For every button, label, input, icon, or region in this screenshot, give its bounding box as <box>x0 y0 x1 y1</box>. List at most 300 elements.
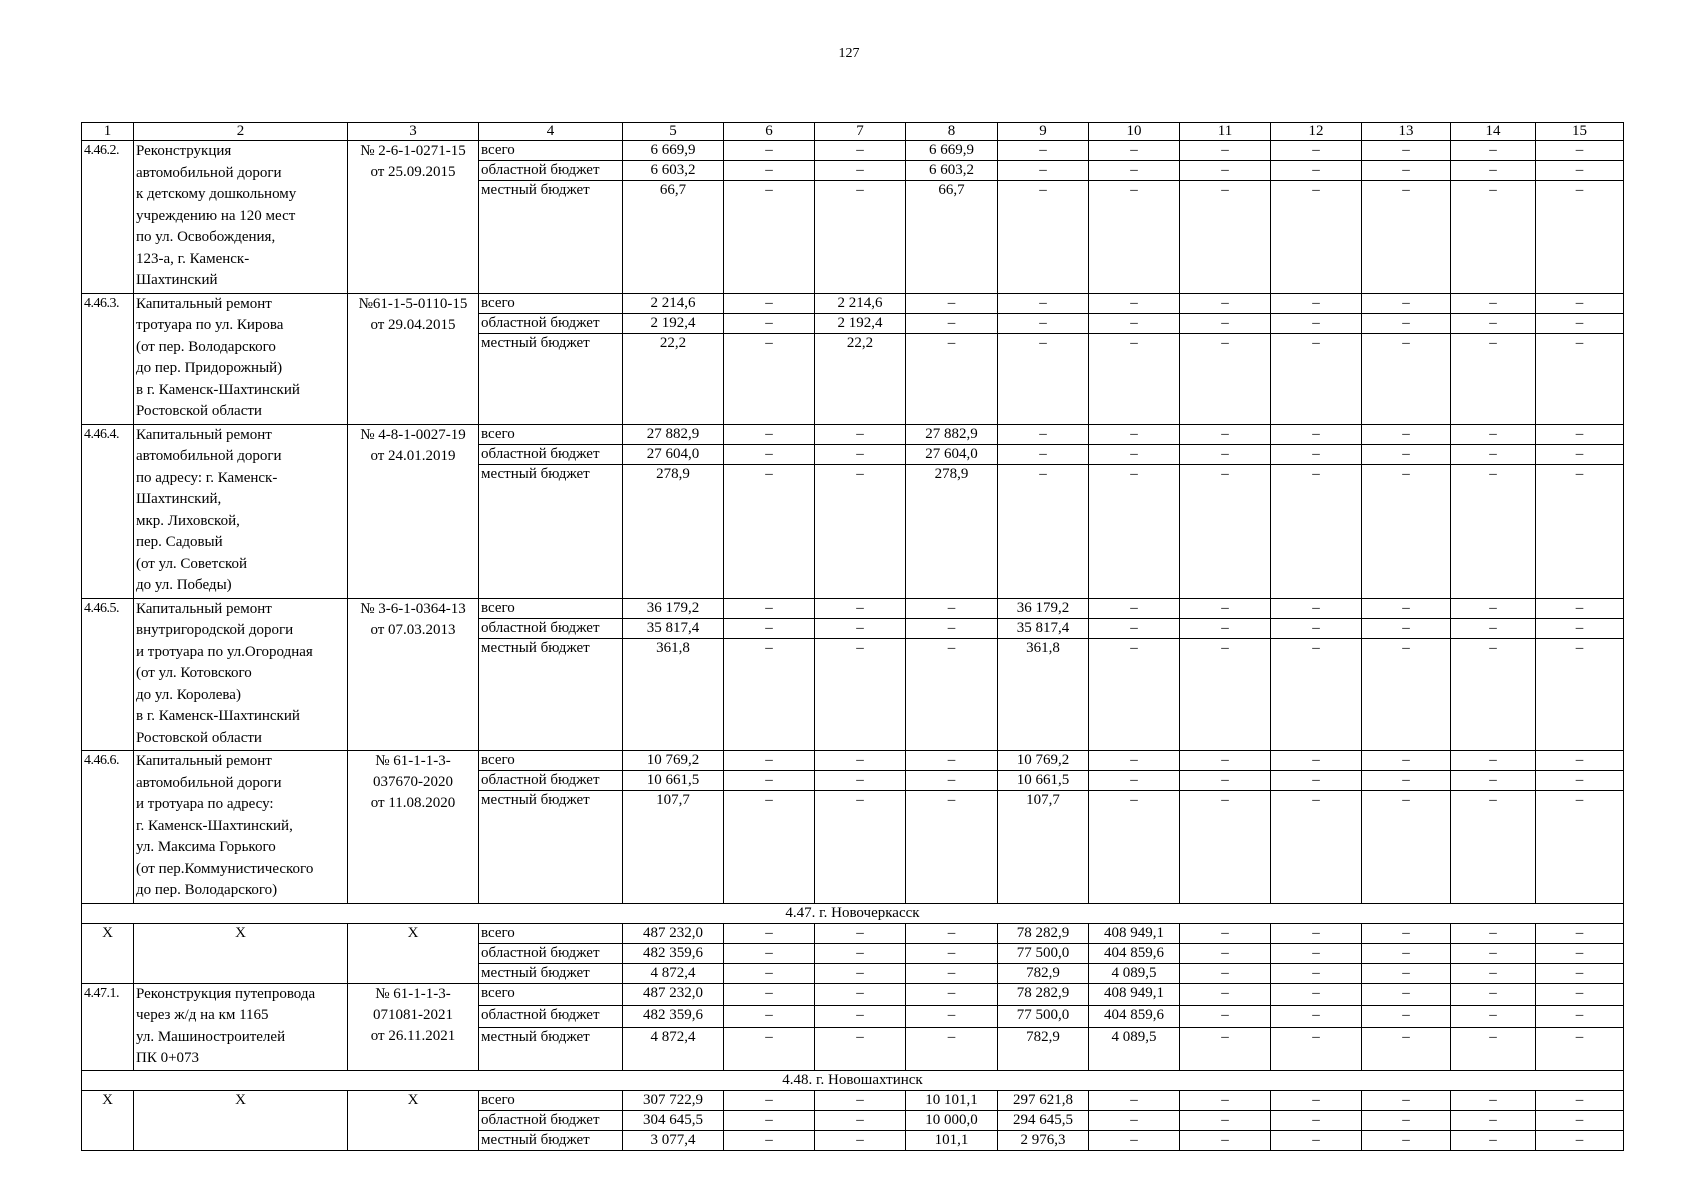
cell-line: (от ул. Советской <box>136 555 248 572</box>
funding-source: областной бюджет <box>479 1005 623 1027</box>
amount-cell: 10 101,1 <box>906 1090 998 1110</box>
amount-cell: 78 282,9 <box>998 983 1089 1005</box>
amount-cell: – <box>1451 751 1536 771</box>
section-total-row <box>82 1090 1624 1110</box>
cell-line: 071081-2021 <box>373 1006 453 1023</box>
amount-cell: 36 179,2 <box>998 598 1089 618</box>
amount-cell: – <box>906 963 998 983</box>
amount-cell: – <box>1536 791 1624 904</box>
amount-cell: – <box>815 598 906 618</box>
table-row <box>82 751 1624 771</box>
amount-cell: 35 817,4 <box>998 618 1089 638</box>
amount-cell: – <box>1271 618 1362 638</box>
amount-cell: 101,1 <box>906 1130 998 1150</box>
cell-line: № 61-1-1-3- <box>375 753 451 769</box>
amount-cell: – <box>724 1090 815 1110</box>
amount-cell: – <box>998 444 1089 464</box>
item-name <box>134 983 348 1070</box>
amount-cell: – <box>815 161 906 181</box>
amount-cell: – <box>1536 983 1624 1005</box>
amount-cell: – <box>1362 983 1451 1005</box>
amount-cell: – <box>1451 983 1536 1005</box>
amount-cell: – <box>1271 963 1362 983</box>
column-header: 9 <box>998 123 1089 141</box>
item-name <box>134 598 348 751</box>
amount-cell: – <box>815 923 906 943</box>
section-title: 4.47. г. Новочеркасск <box>82 903 1624 923</box>
cell-line: № 2-6-1-0271-15 <box>360 143 466 159</box>
cell-line: Капитальный ремонт <box>136 426 272 443</box>
cell-line: Реконструкция <box>136 143 232 159</box>
column-header: 15 <box>1536 123 1624 141</box>
amount-cell: – <box>1451 1130 1536 1150</box>
amount-cell: – <box>1362 141 1451 161</box>
amount-cell: – <box>1451 1090 1536 1110</box>
amount-cell: – <box>1536 444 1624 464</box>
amount-cell: – <box>1271 1110 1362 1130</box>
amount-cell: – <box>724 638 815 751</box>
amount-cell: – <box>906 638 998 751</box>
amount-cell: – <box>724 313 815 333</box>
amount-cell: – <box>1180 141 1271 161</box>
amount-cell: – <box>1271 943 1362 963</box>
table-row <box>82 598 1624 618</box>
cell-line: тротуара по ул. Кирова <box>136 317 284 333</box>
table-row <box>82 983 1624 1005</box>
amount-cell: – <box>1536 1110 1624 1130</box>
amount-cell: 66,7 <box>906 181 998 294</box>
amount-cell: – <box>724 293 815 313</box>
item-document <box>348 293 479 424</box>
amount-cell: – <box>724 983 815 1005</box>
amount-cell: 10 000,0 <box>906 1110 998 1130</box>
amount-cell: – <box>815 1110 906 1130</box>
amount-cell: – <box>1271 181 1362 294</box>
amount-cell: – <box>1271 1130 1362 1150</box>
column-number-row <box>82 123 1624 141</box>
amount-cell: 6 603,2 <box>906 161 998 181</box>
amount-cell: 278,9 <box>623 464 724 598</box>
cell-line: автомобильной дороги <box>136 448 282 464</box>
amount-cell: – <box>724 161 815 181</box>
cell-line: 123-а, г. Каменск- <box>136 250 250 267</box>
section-title: 4.48. г. Новошахтинск <box>82 1070 1624 1090</box>
amount-cell: – <box>1271 751 1362 771</box>
amount-cell: – <box>1362 963 1451 983</box>
amount-cell: – <box>1180 444 1271 464</box>
column-header: 3 <box>348 123 479 141</box>
section-row <box>82 1070 1624 1090</box>
x-mark: Х <box>134 923 348 983</box>
cell-line: Ростовской области <box>136 729 262 746</box>
cell-line: до пер. Придорожный) <box>136 360 283 376</box>
amount-cell: – <box>1362 618 1451 638</box>
amount-cell: – <box>1180 983 1271 1005</box>
amount-cell: 487 232,0 <box>623 923 724 943</box>
amount-cell: 404 859,6 <box>1089 943 1180 963</box>
cell-line: Капитальный ремонт <box>136 600 272 617</box>
amount-cell: – <box>1362 923 1451 943</box>
cell-line: автомобильной дороги <box>136 164 282 181</box>
amount-cell: 6 669,9 <box>623 141 724 161</box>
amount-cell: – <box>1451 141 1536 161</box>
amount-cell: – <box>1536 923 1624 943</box>
amount-cell: – <box>1180 424 1271 444</box>
amount-cell: – <box>1180 333 1271 424</box>
amount-cell: 782,9 <box>998 963 1089 983</box>
amount-cell: – <box>1536 141 1624 161</box>
amount-cell: – <box>1536 464 1624 598</box>
amount-cell: – <box>1089 424 1180 444</box>
amount-cell: – <box>1180 943 1271 963</box>
amount-cell: – <box>1451 598 1536 618</box>
column-header: 10 <box>1089 123 1180 141</box>
amount-cell: – <box>1362 598 1451 618</box>
amount-cell: 27 882,9 <box>906 424 998 444</box>
amount-cell: 6 603,2 <box>623 161 724 181</box>
amount-cell: – <box>1180 638 1271 751</box>
amount-cell: 10 661,5 <box>998 771 1089 791</box>
amount-cell: – <box>1271 464 1362 598</box>
item-name <box>134 751 348 904</box>
amount-cell: – <box>1536 293 1624 313</box>
amount-cell: – <box>724 963 815 983</box>
cell-line: ул. Машиностроителей <box>136 1028 286 1045</box>
amount-cell: – <box>1536 751 1624 771</box>
amount-cell: – <box>906 1005 998 1027</box>
amount-cell: – <box>724 598 815 618</box>
budget-table <box>81 122 1624 1151</box>
x-mark: Х <box>82 1090 134 1150</box>
amount-cell: – <box>1451 1028 1536 1070</box>
amount-cell: – <box>1451 638 1536 751</box>
funding-source: областной бюджет <box>479 161 623 181</box>
amount-cell: – <box>1271 771 1362 791</box>
amount-cell: – <box>1451 161 1536 181</box>
cell-line: от 25.09.2015 <box>370 164 456 180</box>
amount-cell: – <box>1451 333 1536 424</box>
column-header: 2 <box>134 123 348 141</box>
item-code: 4.46.5. <box>82 598 134 751</box>
amount-cell: 78 282,9 <box>998 923 1089 943</box>
amount-cell: 27 604,0 <box>623 444 724 464</box>
amount-cell: – <box>998 293 1089 313</box>
amount-cell: 4 872,4 <box>623 963 724 983</box>
cell-line: учреждению на 120 мест <box>136 207 296 224</box>
item-document <box>348 424 479 598</box>
cell-line: № 61-1-1-3- <box>375 985 451 1002</box>
column-header: 5 <box>623 123 724 141</box>
amount-cell: 107,7 <box>623 791 724 904</box>
amount-cell: – <box>1180 1090 1271 1110</box>
amount-cell: – <box>724 791 815 904</box>
amount-cell: – <box>906 618 998 638</box>
amount-cell: – <box>906 313 998 333</box>
amount-cell: – <box>1089 791 1180 904</box>
amount-cell: – <box>1180 1110 1271 1130</box>
cell-line: Шахтинский, <box>136 491 222 507</box>
amount-cell: – <box>815 638 906 751</box>
amount-cell: – <box>724 464 815 598</box>
amount-cell: 361,8 <box>998 638 1089 751</box>
funding-source: местный бюджет <box>479 638 623 751</box>
cell-line: по ул. Освобождения, <box>136 229 276 245</box>
amount-cell: 361,8 <box>623 638 724 751</box>
x-mark: Х <box>348 1090 479 1150</box>
amount-cell: – <box>1362 638 1451 751</box>
item-document <box>348 751 479 904</box>
amount-cell: 408 949,1 <box>1089 983 1180 1005</box>
amount-cell: – <box>724 1130 815 1150</box>
amount-cell: – <box>1536 181 1624 294</box>
amount-cell: – <box>1362 161 1451 181</box>
column-header: 6 <box>724 123 815 141</box>
funding-source: местный бюджет <box>479 333 623 424</box>
funding-source: местный бюджет <box>479 1028 623 1070</box>
amount-cell: – <box>815 1090 906 1110</box>
amount-cell: – <box>724 923 815 943</box>
amount-cell: – <box>998 161 1089 181</box>
item-code: 4.46.3. <box>82 293 134 424</box>
cell-line: Ростовской области <box>136 403 262 419</box>
amount-cell: – <box>1271 638 1362 751</box>
x-mark: Х <box>134 1090 348 1150</box>
amount-cell: – <box>1451 618 1536 638</box>
amount-cell: 294 645,5 <box>998 1110 1089 1130</box>
amount-cell: 10 769,2 <box>998 751 1089 771</box>
funding-source: всего <box>479 983 623 1005</box>
amount-cell: – <box>1271 333 1362 424</box>
item-name <box>134 424 348 598</box>
table-row <box>82 293 1624 313</box>
amount-cell: – <box>1536 598 1624 618</box>
amount-cell: – <box>724 771 815 791</box>
amount-cell: – <box>1451 923 1536 943</box>
cell-line: ПК 0+073 <box>136 1050 200 1066</box>
amount-cell: – <box>1180 618 1271 638</box>
amount-cell: 27 604,0 <box>906 444 998 464</box>
item-document <box>348 598 479 751</box>
amount-cell: 66,7 <box>623 181 724 294</box>
amount-cell: – <box>1362 1028 1451 1070</box>
amount-cell: 22,2 <box>623 333 724 424</box>
amount-cell: – <box>1271 161 1362 181</box>
amount-cell: – <box>1451 313 1536 333</box>
cell-line: и тротуара по ул.Огородная <box>136 643 313 660</box>
amount-cell: – <box>1451 424 1536 444</box>
amount-cell: – <box>1180 313 1271 333</box>
funding-source: областной бюджет <box>479 1110 623 1130</box>
cell-line: через ж/д на км 1165 <box>136 1007 269 1023</box>
amount-cell: – <box>906 983 998 1005</box>
amount-cell: 4 089,5 <box>1089 963 1180 983</box>
cell-line: до ул. Победы) <box>136 577 232 593</box>
cell-line: пер. Садовый <box>136 534 223 550</box>
amount-cell: 6 669,9 <box>906 141 998 161</box>
amount-cell: – <box>724 424 815 444</box>
amount-cell: – <box>1180 1130 1271 1150</box>
funding-source: областной бюджет <box>479 943 623 963</box>
amount-cell: – <box>815 444 906 464</box>
amount-cell: – <box>1271 141 1362 161</box>
amount-cell: – <box>815 1028 906 1070</box>
cell-line: от 24.01.2019 <box>370 447 456 464</box>
amount-cell: – <box>1451 791 1536 904</box>
amount-cell: – <box>1271 598 1362 618</box>
amount-cell: – <box>1362 181 1451 294</box>
funding-source: всего <box>479 141 623 161</box>
column-header: 8 <box>906 123 998 141</box>
funding-source: местный бюджет <box>479 1130 623 1150</box>
amount-cell: – <box>906 791 998 904</box>
amount-cell: – <box>1536 424 1624 444</box>
amount-cell: – <box>724 618 815 638</box>
amount-cell: – <box>1271 1028 1362 1070</box>
cell-line: №61-1-5-0110-15 <box>358 295 468 312</box>
cell-line: (от ул. Котовского <box>136 665 252 681</box>
amount-cell: 482 359,6 <box>623 943 724 963</box>
amount-cell: – <box>1451 963 1536 983</box>
amount-cell: – <box>815 771 906 791</box>
amount-cell: – <box>906 333 998 424</box>
funding-source: областной бюджет <box>479 771 623 791</box>
amount-cell: – <box>906 598 998 618</box>
x-mark: Х <box>82 923 134 983</box>
amount-cell: – <box>1451 293 1536 313</box>
amount-cell: 2 192,4 <box>815 313 906 333</box>
amount-cell: 4 872,4 <box>623 1028 724 1070</box>
funding-source: всего <box>479 293 623 313</box>
amount-cell: – <box>1180 751 1271 771</box>
column-header: 13 <box>1362 123 1451 141</box>
cell-line: Шахтинский <box>136 272 218 288</box>
amount-cell: – <box>1271 444 1362 464</box>
amount-cell: – <box>1451 771 1536 791</box>
amount-cell: 36 179,2 <box>623 598 724 618</box>
amount-cell: – <box>724 751 815 771</box>
amount-cell: 4 089,5 <box>1089 1028 1180 1070</box>
cell-line: в г. Каменск-Шахтинский <box>136 708 300 724</box>
amount-cell: – <box>1089 293 1180 313</box>
cell-line: Капитальный ремонт <box>136 295 272 312</box>
funding-source: всего <box>479 751 623 771</box>
amount-cell: – <box>815 464 906 598</box>
cell-line: автомобильной дороги <box>136 774 282 791</box>
amount-cell: – <box>1362 1090 1451 1110</box>
item-name <box>134 141 348 294</box>
cell-line: № 4-8-1-0027-19 <box>360 426 466 443</box>
amount-cell: – <box>1536 1028 1624 1070</box>
amount-cell: – <box>1536 1130 1624 1150</box>
cell-line: ул. Максима Горького <box>136 839 276 855</box>
amount-cell: – <box>1089 598 1180 618</box>
item-code: 4.46.6. <box>82 751 134 904</box>
amount-cell: – <box>1362 1110 1451 1130</box>
amount-cell: 2 192,4 <box>623 313 724 333</box>
amount-cell: 404 859,6 <box>1089 1005 1180 1027</box>
cell-line: от 26.11.2021 <box>370 1027 456 1044</box>
amount-cell: – <box>724 141 815 161</box>
amount-cell: – <box>815 983 906 1005</box>
amount-cell: – <box>1451 1005 1536 1027</box>
cell-line: к детскому дошкольному <box>136 186 297 202</box>
table-body <box>82 123 1624 1151</box>
amount-cell: – <box>1180 161 1271 181</box>
amount-cell: – <box>1089 638 1180 751</box>
amount-cell: – <box>1362 444 1451 464</box>
amount-cell: – <box>815 751 906 771</box>
amount-cell: 27 882,9 <box>623 424 724 444</box>
amount-cell: – <box>815 181 906 294</box>
funding-source: всего <box>479 598 623 618</box>
funding-source: всего <box>479 424 623 444</box>
cell-line: внутригородской дороги <box>136 622 294 638</box>
amount-cell: – <box>1362 333 1451 424</box>
amount-cell: – <box>815 1005 906 1027</box>
amount-cell: – <box>1362 771 1451 791</box>
amount-cell: – <box>1536 1005 1624 1027</box>
column-header: 1 <box>82 123 134 141</box>
item-document <box>348 983 479 1070</box>
cell-line: от 11.08.2020 <box>370 795 456 811</box>
amount-cell: – <box>1180 464 1271 598</box>
amount-cell: – <box>1271 1090 1362 1110</box>
amount-cell: – <box>906 771 998 791</box>
amount-cell: – <box>1362 1130 1451 1150</box>
amount-cell: 278,9 <box>906 464 998 598</box>
amount-cell: – <box>1089 751 1180 771</box>
funding-source: областной бюджет <box>479 444 623 464</box>
amount-cell: – <box>1089 618 1180 638</box>
amount-cell: – <box>1180 1005 1271 1027</box>
amount-cell: – <box>724 181 815 294</box>
amount-cell: – <box>1536 638 1624 751</box>
amount-cell: 35 817,4 <box>623 618 724 638</box>
amount-cell: – <box>1089 444 1180 464</box>
amount-cell: – <box>1180 1028 1271 1070</box>
funding-source: всего <box>479 923 623 943</box>
cell-line: (от пер. Володарского <box>136 338 276 355</box>
amount-cell: – <box>1180 923 1271 943</box>
amount-cell: – <box>1089 181 1180 294</box>
section-total-row <box>82 923 1624 943</box>
amount-cell: 487 232,0 <box>623 983 724 1005</box>
amount-cell: – <box>1451 1110 1536 1130</box>
funding-source: местный бюджет <box>479 791 623 904</box>
table-row <box>82 141 1624 161</box>
amount-cell: – <box>1451 181 1536 294</box>
amount-cell: – <box>1089 1090 1180 1110</box>
amount-cell: – <box>906 943 998 963</box>
amount-cell: – <box>1271 1005 1362 1027</box>
amount-cell: – <box>998 313 1089 333</box>
amount-cell: – <box>1362 1005 1451 1027</box>
funding-source: местный бюджет <box>479 963 623 983</box>
amount-cell: – <box>815 618 906 638</box>
cell-line: г. Каменск-Шахтинский, <box>136 817 293 834</box>
amount-cell: – <box>1536 333 1624 424</box>
cell-line: и тротуара по адресу: <box>136 796 274 812</box>
amount-cell: – <box>815 963 906 983</box>
cell-line: до пер. Володарского) <box>136 882 278 898</box>
item-code: 4.46.2. <box>82 141 134 294</box>
amount-cell: – <box>906 293 998 313</box>
amount-cell: – <box>724 943 815 963</box>
amount-cell: – <box>815 1130 906 1150</box>
item-name <box>134 293 348 424</box>
column-header: 11 <box>1180 123 1271 141</box>
amount-cell: 10 661,5 <box>623 771 724 791</box>
